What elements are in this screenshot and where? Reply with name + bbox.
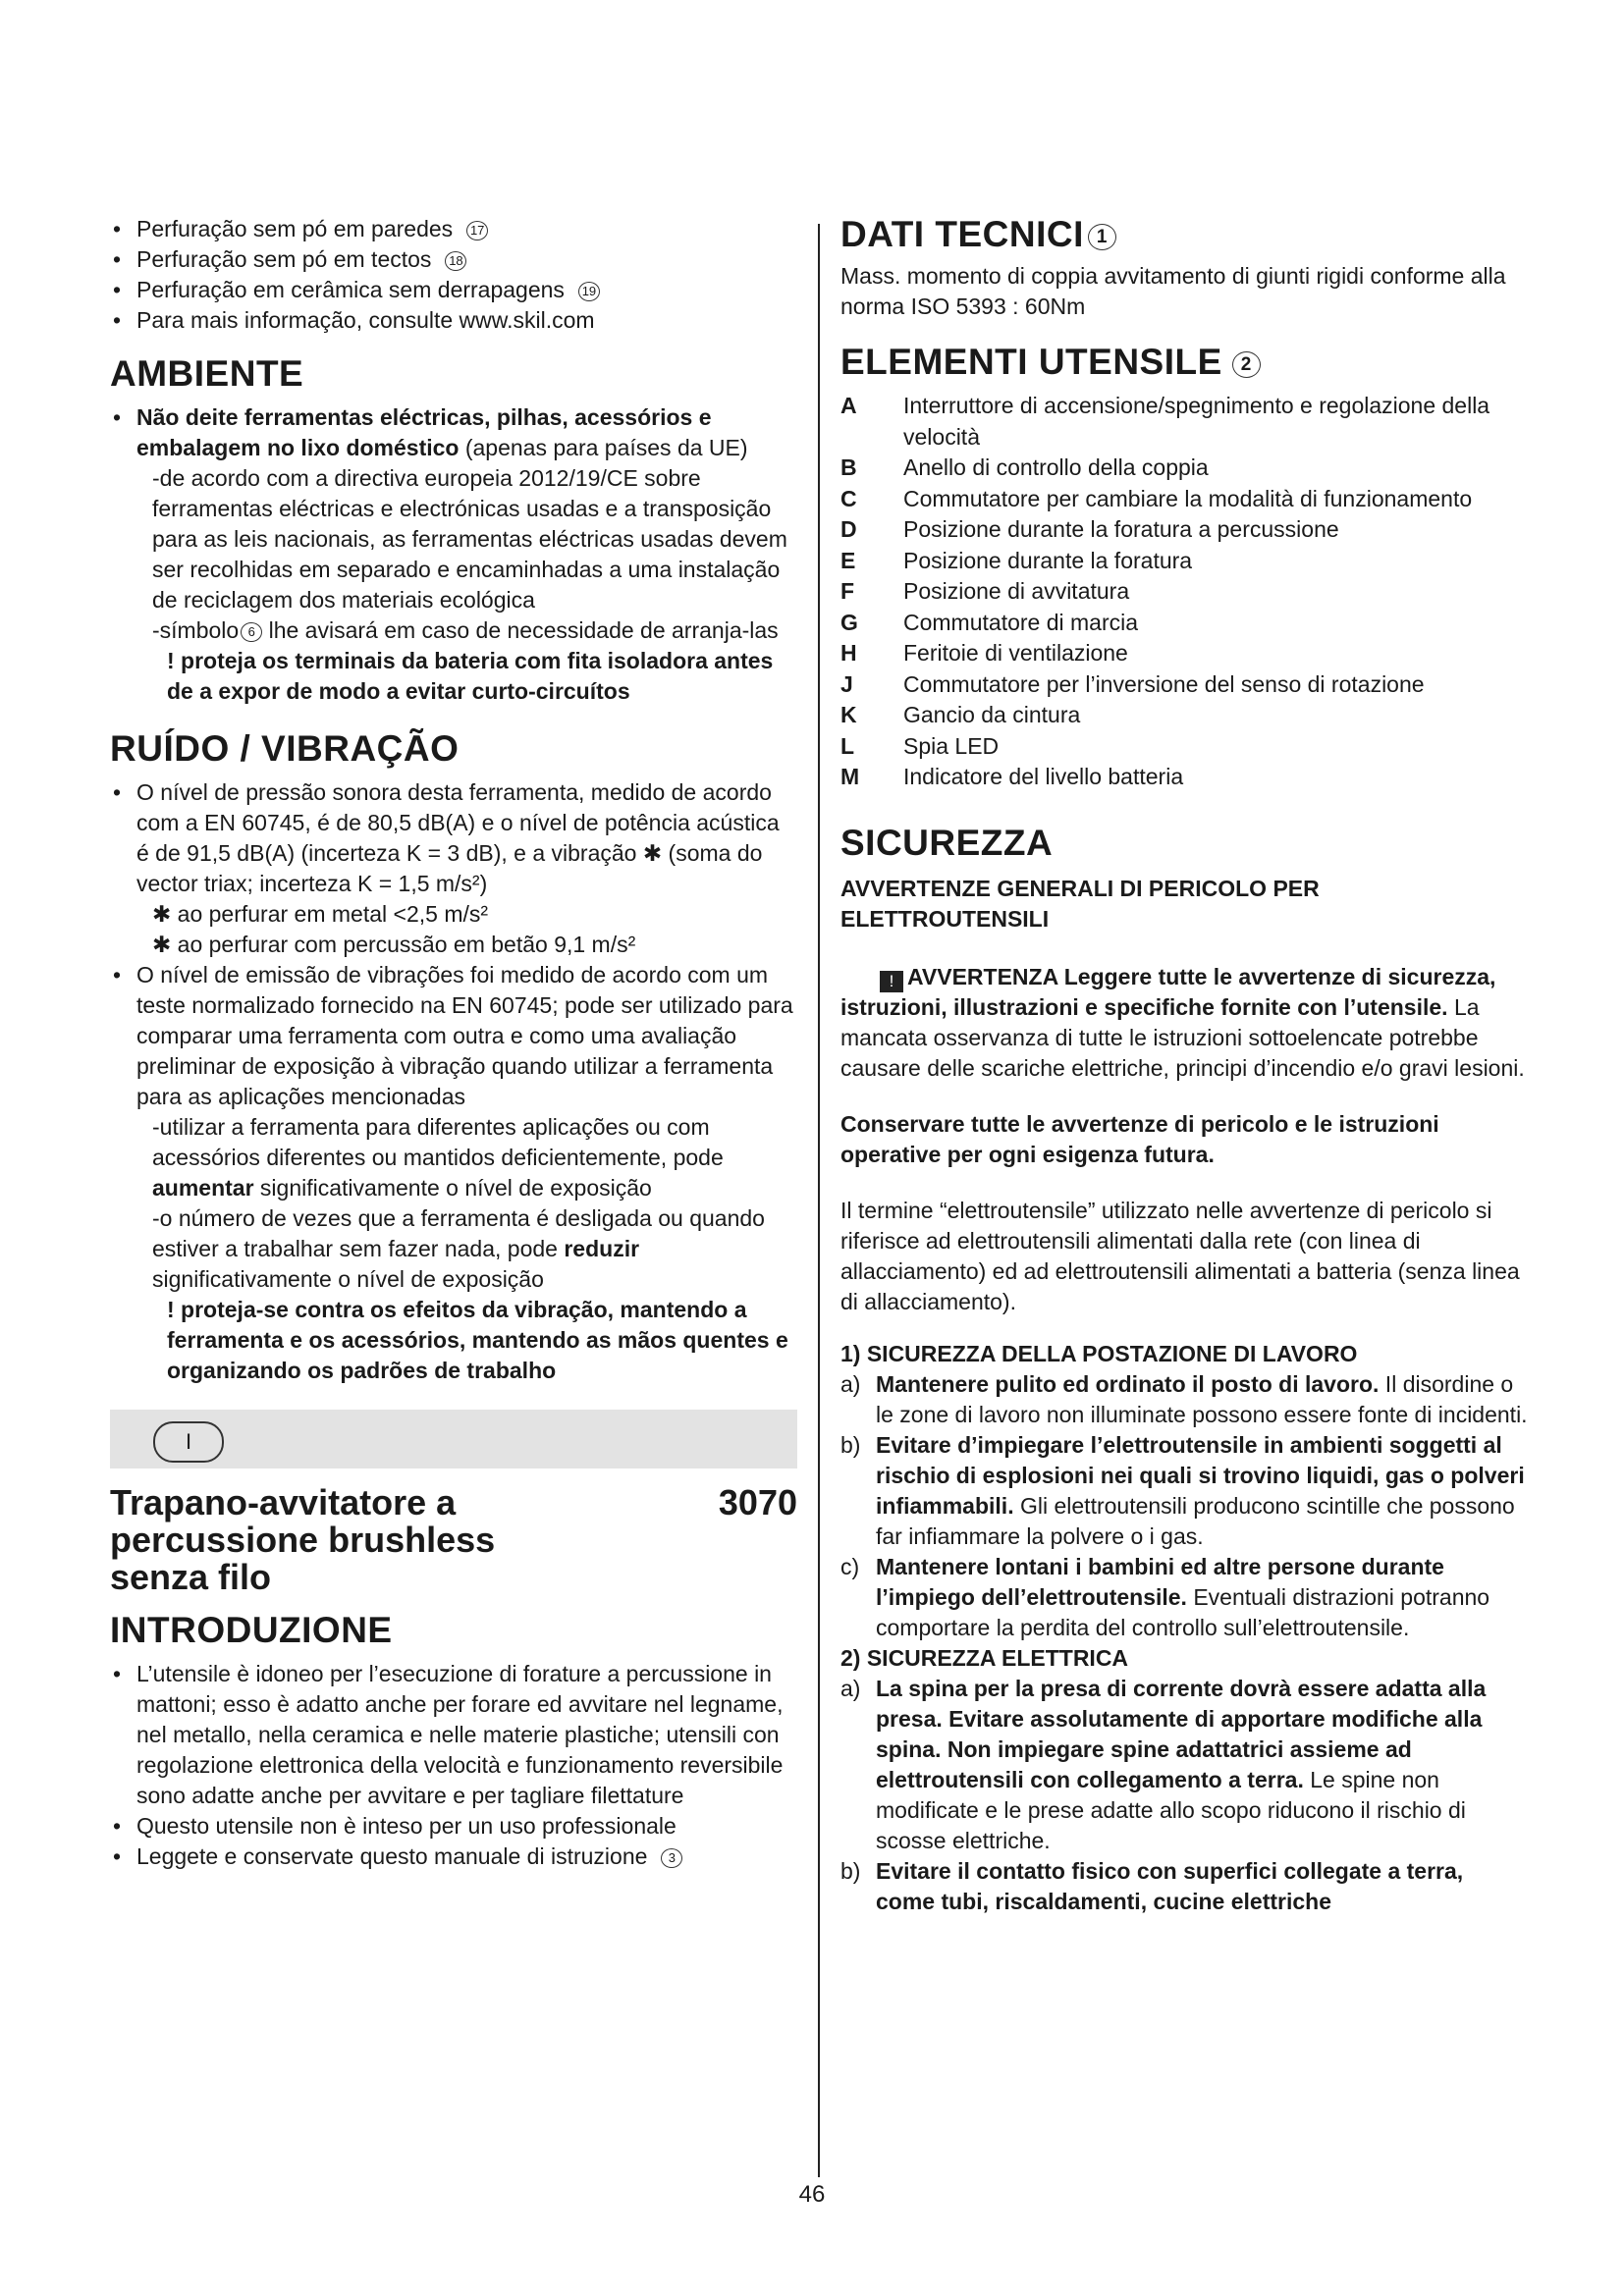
- ref-number: 17: [466, 221, 488, 240]
- elementi-list: [840, 391, 1528, 793]
- rule-item: a) Mantenere pulito ed ordinato il posto di lavoro. Il disordine o le zone di lavoro non illuminate possono essere fonte di incidenti.: [840, 1370, 1528, 1427]
- element-key: A: [840, 393, 857, 418]
- element-item: [840, 638, 1528, 669]
- element-key: K: [840, 702, 857, 727]
- general-warning: ! AVVERTENZA Leggere tutte le avvertenze di sicurezza, istruzioni, illustrazioni e specifiche fornite con l’utensile. La mancata osservanza di tutte le istruzioni sottoelencate potrebbe causare delle scariche elettriche, principi d’incendio e/o gravi lesioni.: [840, 963, 1525, 1081]
- rule-item: c) Mantenere lontani i bambini ed altre persone durante l’impiego dell’elettroutensile. Eventuali distrazioni potranno comportare la perdita del controllo sull’elettroutensile.: [840, 1553, 1490, 1640]
- ref-number: 2: [1232, 351, 1261, 378]
- rule-item: a) La spina per la presa di corrente dovrà essere adatta alla presa. Evitare assolutamente di apportare modifiche alla spina. Non impiegare spine adattatrici assieme ad elettroutensili con collegamento a terra. Le spine non modificate e le prese adatte allo scopo riducono il rischio di scosse elettriche.: [840, 1675, 1487, 1853]
- element-key: M: [840, 764, 860, 789]
- language-badge: I: [153, 1421, 224, 1463]
- vibration-reduce-note: -o número de vezes que a ferramenta é desligada ou quando estiver a trabalhar sem fazer nada, pode reduzir significativamente o nível de exposição: [152, 1205, 765, 1292]
- element-item: [840, 576, 1528, 608]
- intro-list: [110, 1659, 797, 1872]
- rule-item: b) Evitare il contatto fisico con superfici collegate a terra, come tubi, riscaldamenti, cucine elettriche: [840, 1857, 1464, 1914]
- element-item: [840, 453, 1528, 484]
- ambiente-symbol-note: -símbolo 6 lhe avisará em caso de necessidade de arranja-las: [152, 617, 779, 643]
- ref-number: 3: [661, 1848, 682, 1868]
- ref-number: 19: [578, 282, 600, 301]
- page-number: 46: [798, 2181, 826, 2208]
- list-item: • Não deite ferramentas eléctricas, pilhas, acessórios e embalagem no lixo doméstico (apenas para países da UE): [110, 402, 797, 463]
- vibration-concrete: ✱ ao perfurar com percussão em betão 9,1 m/s²: [152, 932, 636, 957]
- list-item: • L’utensile è idoneo per l’esecuzione di forature a percussione in mattoni; esso è adatto anche per forare ed avvitare nel legname, nel metallo, nella ceramica e nelle materie plastiche; utensili con regolazione elettronica della velocità e funzionamento reversibile sono adatte anche per avvitare e per tagliare filettature: [110, 1659, 797, 1811]
- list-item: • Para mais informação, consulte www.skil.com: [110, 305, 797, 336]
- element-label: Commutatore per l’inversione del senso di rotazione: [903, 670, 1425, 697]
- ref-number: 1: [1088, 224, 1116, 250]
- dati-text: Mass. momento di coppia avvitamento di giunti rigidi conforme alla norma ISO 5393 : 60Nm: [840, 263, 1506, 319]
- sicurezza-subheading: AVVERTENZE GENERALI DI PERICOLO PER ELETTROUTENSILI: [840, 875, 1320, 932]
- intro-heading: INTRODUZIONE: [110, 1610, 393, 1650]
- element-key: E: [840, 547, 856, 573]
- language-bar: [110, 1410, 797, 1468]
- product-title: Trapano-avvitatore a percussione brushless senza filo: [110, 1482, 496, 1597]
- element-item: [840, 514, 1528, 546]
- list-item: • O nível de emissão de vibrações foi medido de acordo com um teste normalizado fornecido na EN 60745; pode ser utilizado para comparar uma ferramenta com outra e como uma avaliação preliminar de exposição à vibração quando utilizar a ferramenta para as aplicações mencionadas: [110, 960, 797, 1112]
- element-label: Gancio da cintura: [903, 702, 1081, 727]
- element-label: Feritoie di ventilazione: [903, 640, 1128, 666]
- element-key: C: [840, 485, 857, 511]
- ambiente-list: [110, 402, 797, 463]
- list-item: • O nível de pressão sonora desta ferramenta, medido de acordo com a EN 60745, é de 80,5 dB(A) e o nível de potência acústica é de 91,5 dB(A) (incerteza K = 3 dB), e a vibração ✱ (soma do vector triax; incerteza K = 1,5 m/s²) ✱ ao perfurar em metal <2,5 m/s² ✱ ao perfurar com percussão em betão 9,1 m/s²: [110, 777, 797, 960]
- keep-instructions: Conservare tutte le avvertenze di pericolo e le istruzioni operative per ogni esigenza futura.: [840, 1110, 1439, 1167]
- ambiente-heading: AMBIENTE: [110, 353, 304, 394]
- vibration-warning: ! proteja-se contra os efeitos da vibração, mantendo a ferramenta e os acessórios, mantendo as mãos quentes e organizando os padrões de trabalho: [167, 1297, 788, 1383]
- dati-heading: DATI TECNICI 1: [840, 214, 1528, 255]
- electrical-safety-title: 2) SICUREZZA ELETTRICA: [840, 1644, 1129, 1671]
- right-column: [840, 214, 1528, 1917]
- element-key: H: [840, 640, 857, 666]
- element-label: Indicatore del livello batteria: [903, 764, 1184, 789]
- element-label: Posizione durante la foratura: [903, 547, 1193, 573]
- element-item: [840, 608, 1528, 639]
- element-label: Interruttore di accensione/spegnimento e regolazione della velocità: [903, 393, 1490, 450]
- rule-item: b) Evitare d’impiegare l’elettroutensile in ambienti soggetti al rischio di esplosioni nei quali si trovino liquidi, gas o polveri infiammabili. Gli elettroutensili producono scintille che possono far infiammare la polvere o i gas.: [840, 1431, 1525, 1549]
- element-label: Spia LED: [903, 732, 1000, 759]
- left-column: [110, 214, 797, 1872]
- ambiente-directive: -de acordo com a directiva europeia 2012/19/CE sobre ferramentas eléctricas e electrónicas usadas e a transposição para as leis nacionais, as ferramentas eléctricas usadas devem ser recolhidas em separado e encaminhadas a uma instalação de reciclagem dos materiais ecológica: [152, 465, 787, 613]
- element-key: B: [840, 454, 857, 480]
- product-number: 3070: [718, 1482, 797, 1522]
- element-key: F: [840, 578, 855, 604]
- vibration-metal: ✱ ao perfurar em metal <2,5 m/s²: [152, 901, 489, 927]
- element-item: [840, 484, 1528, 515]
- vibration-increase-note: -utilizar a ferramenta para diferentes aplicações ou com acessórios diferentes ou mantidos deficientemente, pode aumentar significativamente o nível de exposição: [152, 1114, 724, 1201]
- ref-number: 18: [445, 251, 466, 271]
- battery-warning: ! proteja os terminais da bateria com fita isoladora antes de a expor de modo a evitar curto-circuítos: [167, 648, 774, 704]
- element-key: G: [840, 609, 858, 635]
- ruido-heading: RUÍDO / VIBRAÇÃO: [110, 728, 460, 769]
- ruido-list: [110, 777, 797, 1112]
- element-key: L: [840, 732, 855, 759]
- element-label: Posizione durante la foratura a percussione: [903, 516, 1339, 542]
- column-divider: [818, 224, 820, 2177]
- list-item: • Perfuração em cerâmica sem derrapagens 19: [110, 275, 797, 305]
- workplace-safety-title: 1) SICUREZZA DELLA POSTAZIONE DI LAVORO: [840, 1340, 1358, 1366]
- element-label: Anello di controllo della coppia: [903, 454, 1209, 480]
- element-item: [840, 731, 1528, 763]
- element-key: D: [840, 516, 857, 542]
- element-item: [840, 391, 1528, 453]
- elementi-heading: ELEMENTI UTENSILE 2: [840, 342, 1528, 383]
- warning-triangle-icon: !: [880, 971, 903, 992]
- element-label: Commutatore di marcia: [903, 609, 1139, 635]
- term-definition: Il termine “elettroutensile” utilizzato nelle avvertenze di pericolo si riferisce ad elettroutensili alimentati dalla rete (con linea di allacciamento) ed ad elettroutensili alimentati a batteria (senza linea di allacciamento).: [840, 1197, 1520, 1314]
- element-label: Posizione di avvitatura: [903, 578, 1130, 604]
- product-header: [110, 1484, 797, 1596]
- list-item: • Leggete e conservate questo manuale di istruzione 3: [110, 1842, 797, 1872]
- sicurezza-heading: SICUREZZA: [840, 822, 1054, 863]
- ref-number: 6: [241, 622, 262, 642]
- element-item: [840, 669, 1528, 701]
- list-item: • Questo utensile non è inteso per un uso professionale: [110, 1811, 797, 1842]
- feature-list: [110, 214, 797, 336]
- element-item: [840, 700, 1528, 731]
- list-item: • Perfuração sem pó em tectos 18: [110, 244, 797, 275]
- list-item: • Perfuração sem pó em paredes 17: [110, 214, 797, 244]
- element-item: [840, 546, 1528, 577]
- element-key: J: [840, 670, 853, 697]
- element-label: Commutatore per cambiare la modalità di funzionamento: [903, 485, 1473, 511]
- element-item: [840, 762, 1528, 793]
